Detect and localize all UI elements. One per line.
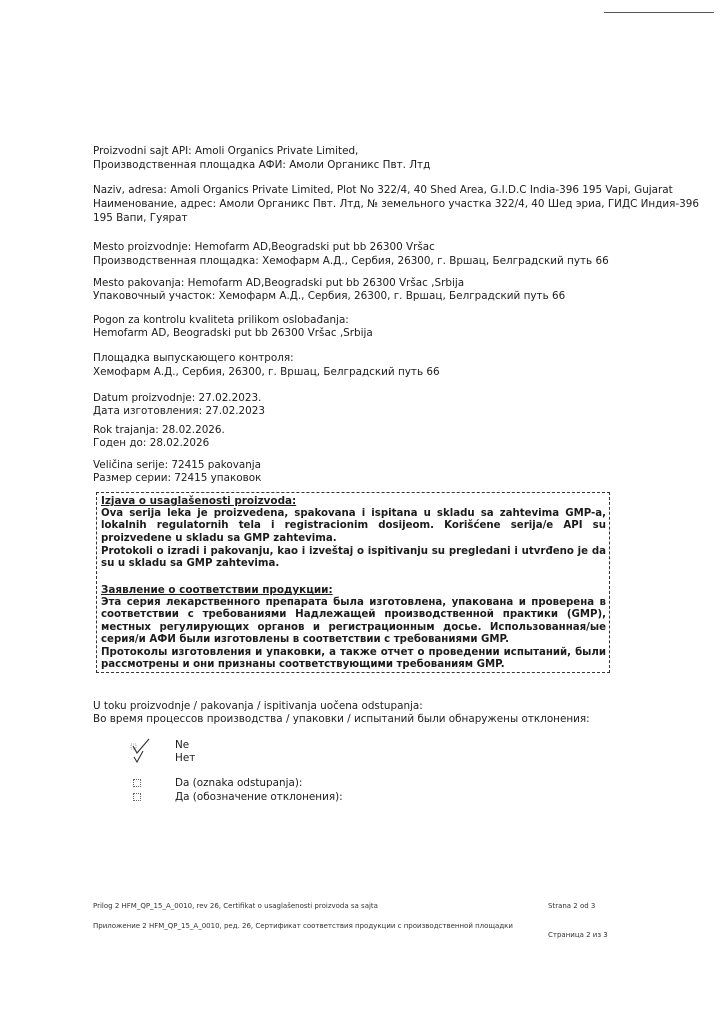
address-line-sr: Naziv, adresa: Amoli Organics Private Limited, Plot No 322/4, 40 Shed Area, G.I.D.C India-396 195 Vapi, Gujarat: [93, 184, 673, 196]
option-yes-ru: Да (обозначение отклонения):: [175, 791, 343, 803]
packaging-site-ru: Упаковочный участок: Хемофарм А.Д., Сербия, 26300, г. Вршац, Белградский путь 66: [93, 290, 566, 302]
expiry-date-ru: Годен до: 28.02.2026: [93, 437, 210, 449]
statement-sr-para1: Ova serija leka je proizvedena, spakovana i ispitana u skladu sa zahtevima GMP-a, lokalnih regulatornih tela i registracionim dosijeom. Korišćene serija/e API su proizvedene u skladu sa GMP zahtevima.: [101, 508, 606, 544]
manufacture-date-ru: Дата изготовления: 27.02.2023: [93, 405, 265, 417]
option-no-sr: Ne: [175, 739, 190, 751]
release-control-ru-value: Хемофарм А.Д., Сербия, 26300, г. Вршац, Белградский путь 66: [93, 366, 440, 378]
footer-page-ru: Страница 2 из 3: [548, 931, 608, 939]
expiry-date-sr: Rok trajanja: 28.02.2026.: [93, 424, 225, 436]
checkbox-yes-sr: [133, 779, 141, 787]
api-site-ru: Производственная площадка АФИ: Амоли Органикс Пвт. Лтд: [93, 159, 431, 171]
footer-page-sr: Strana 2 od 3: [548, 902, 596, 910]
checkbox-yes-ru: [133, 793, 141, 801]
footer-doc-ref-sr: Prilog 2 HFM_QP_15_A_0010, rev 26, Certifikat o usaglašenosti proizvoda sa sajta: [93, 902, 378, 910]
release-control-sr-value: Hemofarm AD, Beogradski put bb 26300 Vršac ,Srbija: [93, 327, 373, 339]
top-right-rule: [604, 12, 714, 13]
api-site-sr: Proizvodni sajt API: Amoli Organics Private Limited,: [93, 145, 359, 157]
option-yes-sr: Da (oznaka odstupanja):: [175, 777, 303, 789]
option-no-ru: Нет: [175, 752, 196, 764]
manufacture-date-sr: Datum proizvodnje: 27.02.2023.: [93, 392, 262, 404]
batch-size-ru: Размер серии: 72415 упаковок: [93, 472, 262, 484]
packaging-site-sr: Mesto pakovanja: Hemofarm AD,Beogradski put bb 26300 Vršac ,Srbija: [93, 277, 465, 289]
release-control-sr-label: Pogon za kontrolu kvaliteta prilikom oslobađanja:: [93, 314, 349, 326]
manufacturing-site-sr: Mesto proizvodnje: Hemofarm AD,Beogradski put bb 26300 Vršac: [93, 241, 435, 253]
statement-sr-heading: Izjava o usaglašenosti proizvoda:: [101, 495, 297, 507]
batch-size-sr: Veličina serije: 72415 pakovanja: [93, 459, 262, 471]
address-line-ru: Наименование, адрес: Амоли Органикс Пвт. Лтд, № земельного участка 322/4, 40 Шед эриа, ГИДС Индия-396: [93, 198, 699, 210]
statement-ru-para1: Эта серия лекарственного препарата была изготовлена, упакована и проверена в соответствии с требованиями Надлежащей производственной практики (GMP), местных регулирующих органов и регистрационным досье. Использованная/ые серия/и АФИ были изготовлены в соответствии с требованиями GMP.: [101, 597, 606, 646]
statement-ru-para2: Протоколы изготовления и упаковки, а также отчет о проведении испытаний, были рассмотрены и они признаны соответствующими требованиям GMP.: [101, 647, 606, 671]
statement-ru-heading: Заявление о соответствии продукции:: [101, 584, 333, 596]
manufacturing-site-ru: Производственная площадка: Хемофарм А.Д., Сербия, 26300, г. Вршац, Белградский путь 66: [93, 255, 609, 267]
release-control-ru-label: Площадка выпускающего контроля:: [93, 352, 294, 364]
statement-sr-para2: Protokoli o izradi i pakovanju, kao i izveštaj o ispitivanju su pregledani i utvrđeno je da su u skladu sa GMP zahtevima.: [101, 546, 606, 570]
deviations-question-ru: Во время процессов производства / упаковки / испытаний были обнаружены отклонения:: [93, 713, 590, 725]
address-line-ru-cont: 195 Вапи, Гуярат: [93, 212, 188, 224]
checkmark-icon: [130, 737, 154, 765]
footer-doc-ref-ru: Приложение 2 HFM_QP_15_A_0010, ред. 26, Сертификат соответствия продукции с производственной площадки: [93, 922, 513, 930]
deviations-question-sr: U toku proizvodnje / pakovanja / ispitivanja uočena odstupanja:: [93, 700, 423, 712]
